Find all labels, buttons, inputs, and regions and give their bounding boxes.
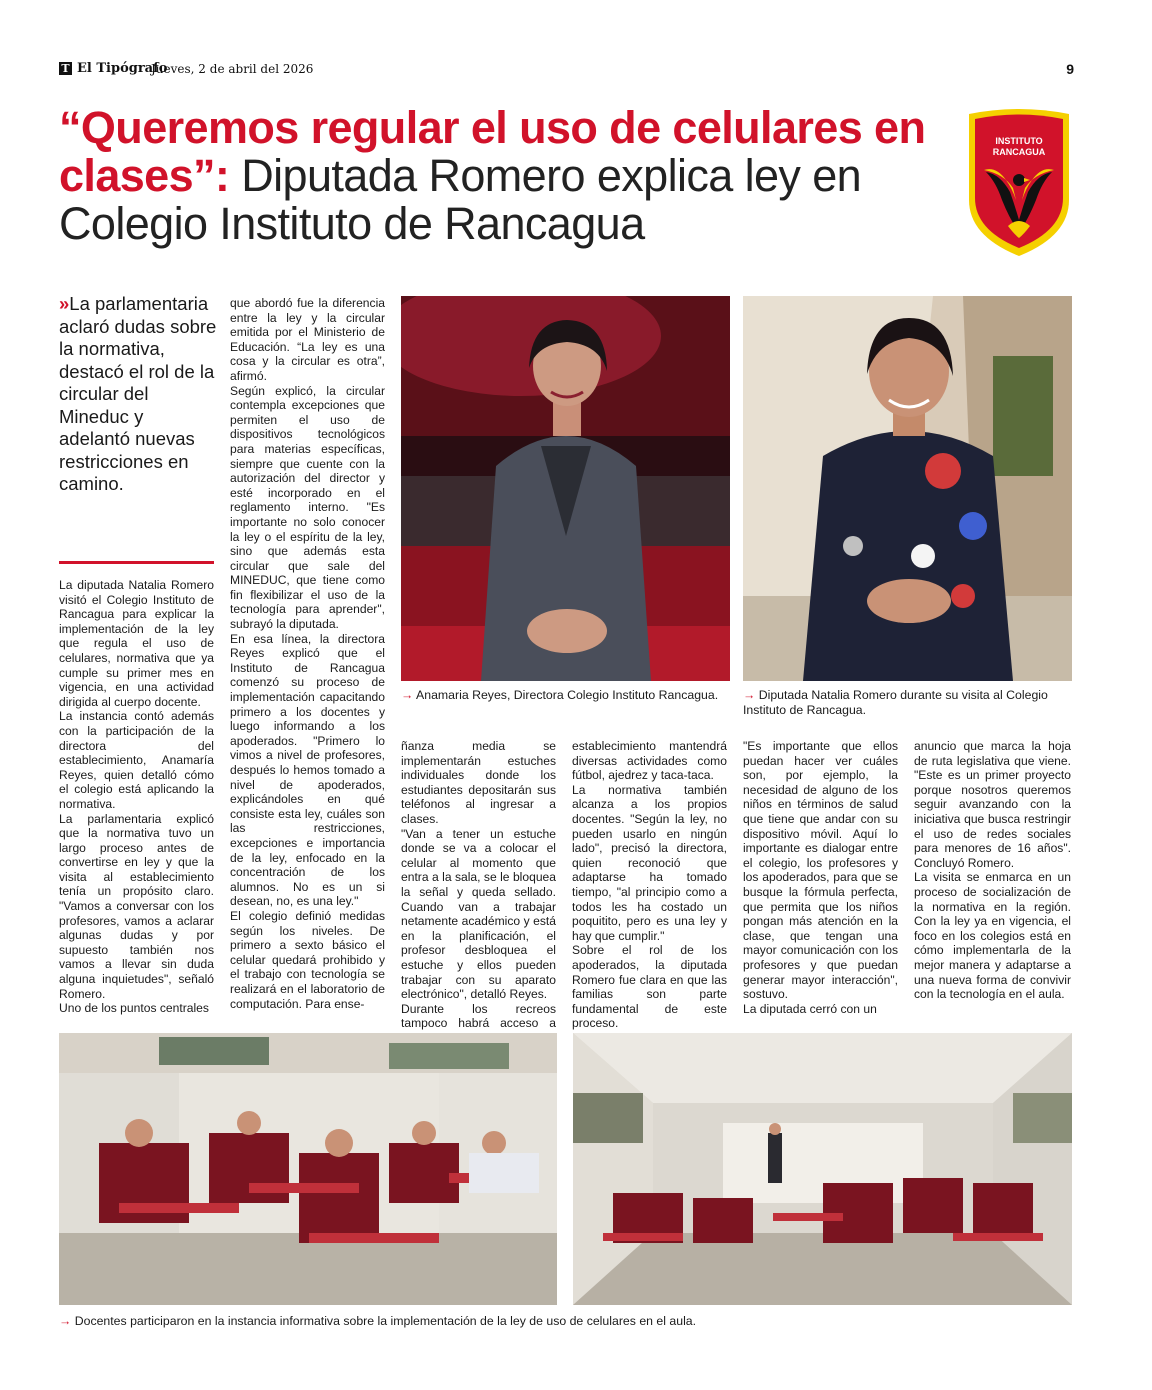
school-emblem: [966, 108, 1072, 258]
paragraph: "Van a tener un estuche donde se va a colocar el celular al momento que entra a la sala, se le bloquea la señal y queda sellado. Cuando van a trabajar netamente académico y está en la planificación, el profesor desbloquea el estuche y ellos pueden trabajar con su aparato electrónico", detalló Reyes.: [401, 826, 556, 1002]
article-column-6: [914, 739, 1071, 1002]
photo-caption-director: [401, 688, 721, 703]
article-column-1: [59, 578, 214, 1016]
headline-quote: “Queremos regular el uso de celulares en clases”:: [59, 102, 926, 201]
paragraph: Durante los recreos tampoco habrá acceso a: [401, 1001, 556, 1031]
paragraph: que abordó fue la diferencia entre la ley y la circular emitida por el Ministerio de Educación. “La ley es una cosa y la circular es otra”, afirmó.: [230, 296, 385, 383]
paragraph: Uno de los puntos centrales: [59, 1001, 209, 1016]
page-header: [59, 60, 1074, 80]
article-column-4: [572, 739, 727, 1031]
paragraph: "Es importante que ellos puedan hacer ver cuáles son, por ejemplo, la necesidad de alguno de los niños en términos de salud que tiene que andar con su dispositivo móvil. Aquí lo importante es dialogar entre el colegio, los profesores y los apoderados, para que se busque la fórmula perfecta, que permita que los niños pongan más atención en la clase, que tengan una mayor comunicación con los profesores y que puedan generar mayor interacción", sostuvo.: [743, 739, 898, 1002]
paragraph: Sobre el rol de los apoderados, la diputada Romero fue clara en que las familias son parte fundamental de este proceso.: [572, 943, 727, 1031]
publication-logo: T: [59, 62, 72, 75]
paragraph: La normativa también alcanza a los propios docentes. "Según la ley, no pueden usarlo en ningún lado", precisó la directora, quien reconoció que adaptarse ha tomado tiempo, "al principio como a todos les ha costado un poquitito, pero es una ley y hay que cumplir.": [572, 782, 727, 943]
photo-caption-classroom: [59, 1314, 1059, 1329]
caption-arrow-icon: →: [401, 688, 414, 702]
paragraph: establecimiento mantendrá diversas actividades como fútbol, ajedrez y taca-taca.: [572, 739, 727, 783]
caption-text: Anamaria Reyes, Directora Colegio Instituto Rancagua.: [416, 688, 719, 702]
paragraph: Según explicó, la circular contempla excepciones que permiten el uso de dispositivos tecnológicos para materias específicas, siempre que cuente con la autorización del director y esté incorporado en el reglamento interno. "Es importante no solo conocer la ley o el espíritu de la ley, sino que además esta circular que sale del MINEDUC, que tiene como fin flexibilizar el uso de la tecnología para aprender", subrayó la diputada.: [230, 383, 385, 632]
article-column-2: [230, 296, 385, 1011]
headline: [59, 104, 939, 248]
article-column-5: [743, 739, 898, 1016]
paragraph: En esa línea, la directora Reyes explicó que el Instituto de Rancagua comenzó su proceso de implementación capacitando primero a los docentes y luego informando a los apoderados. "Primero lo vimos a nivel de profesores, después lo hemos tomado a nivel de apoderados, explicándoles en qué consiste esta ley, cuáles son las restricciones, excepciones e importancia de la ley, enfocado en la concentración de los alumnos. No es un si desean, no, es una ley.": [230, 631, 385, 909]
paragraph: anuncio que marca la hoja de ruta legislativa que viene. "Este es un primer proyecto porque nosotros queremos seguir avanzando con la iniciativa que busca restringir el uso de redes sociales para menores de 16 años". Concluyó Romero.: [914, 739, 1071, 870]
paragraph: La parlamentaria explicó que la normativa tuvo un largo proceso antes de convertirse en ley y que la visita al establecimiento tenía un propósito claro. "Vamos a conversar con los profesores, vamos a aclarar algunas dudas y por supuesto también nos vamos a llevar sin duda alguna inquietudes", señaló Romero.: [59, 811, 214, 1001]
caption-arrow-icon: →: [59, 1314, 72, 1328]
article-column-3: [401, 739, 556, 1045]
photo-classroom-right: [573, 1033, 1072, 1305]
paragraph: La diputada Natalia Romero visitó el Colegio Instituto de Rancagua para explicar la implementación de la ley que regula el uso de celulares, normativa que ya cumple su primer mes en vigencia, en una actividad dirigida al cuerpo docente.: [59, 578, 214, 709]
page-number: 9: [1066, 61, 1074, 77]
photo-deputy: [743, 296, 1072, 681]
photo-classroom-left: [59, 1033, 557, 1305]
paragraph: La visita se enmarca en un proceso de socialización de la normativa en la región. Con la ley ya en vigencia, el foco en los colegios está en cómo implementarla de la mejor manera y adaptarse a una nueva forma de convivir con la tecnología en el aula.: [914, 870, 1071, 1002]
photo-caption-deputy: [743, 688, 1063, 718]
paragraph: La diputada cerró con un: [743, 1001, 877, 1016]
lead-paragraph: [59, 293, 219, 496]
paragraph: ñanza media se implementarán estuches individuales donde los estudiantes depositarán sus teléfonos al ingresar a clases.: [401, 739, 556, 826]
caption-arrow-icon: →: [743, 688, 756, 702]
issue-date: Jueves, 2 de abril del 2026: [151, 62, 314, 76]
caption-text: Diputada Natalia Romero durante su visita al Colegio Instituto de Rancagua.: [743, 688, 1048, 717]
lead-divider: [59, 561, 214, 564]
lead-text: La parlamentaria aclaró dudas sobre la normativa, destacó el rol de la circular del Mineduc y adelantó nuevas restricciones en camino.: [59, 293, 217, 494]
lead-marker: »: [59, 293, 70, 314]
paragraph: La instancia contó además con la participación de la directora del establecimiento, Anamaría Reyes, quien detalló cómo el colegio está aplicando la normativa.: [59, 709, 214, 811]
headline-rest: Diputada Romero explica ley en Colegio Instituto de Rancagua: [59, 150, 862, 249]
paragraph: El colegio definió medidas según los niveles. De primero a sexto básico el celular quedará prohibido y el trabajo con tecnología se realizará en el laboratorio de computación. Para ense-: [230, 908, 385, 1011]
emblem-line2: RANCAGUA: [992, 147, 1046, 157]
caption-text: Docentes participaron en la instancia informativa sobre la implementación de la ley de uso de celulares en el aula.: [74, 1314, 697, 1328]
photo-director: [401, 296, 730, 681]
emblem-line1: INSTITUTO: [995, 136, 1043, 146]
publication-name: El Tipógrafo: [77, 61, 168, 76]
